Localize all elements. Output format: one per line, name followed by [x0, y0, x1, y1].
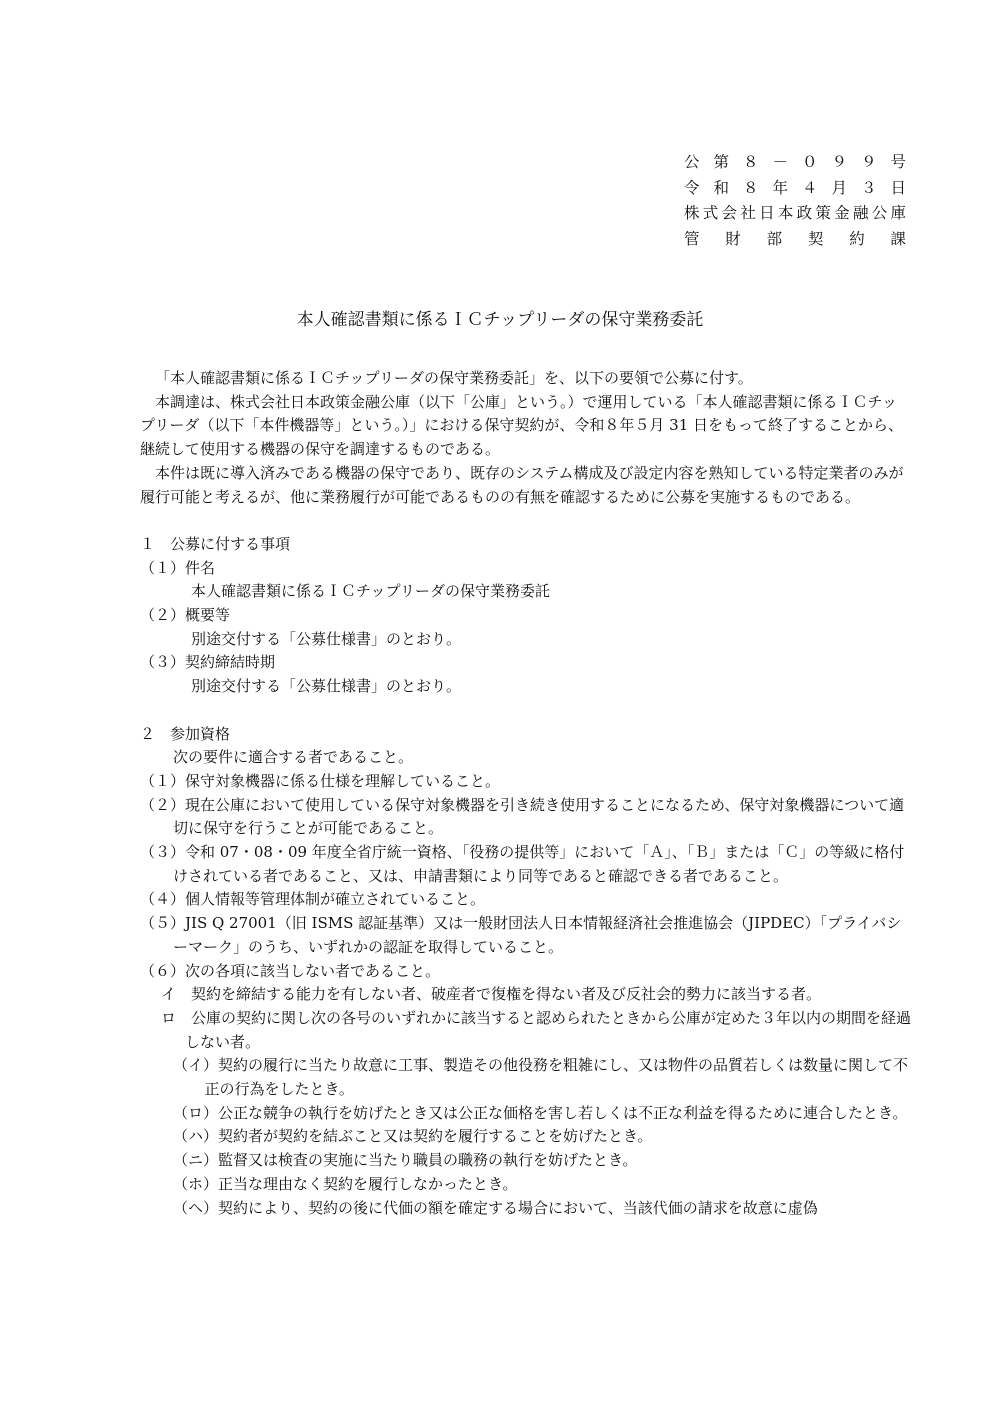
document-header	[684, 150, 906, 252]
clause-item: （ヘ）契約により、契約の後に代価の額を確定する場合において、当該代価の請求を故意に虚偽	[173, 1198, 818, 1217]
requirement-item: （６）次の各項に該当しない者であること。	[140, 961, 441, 980]
intro-paragraph: 「本人確認書類に係るＩＣチップリーダの保守業務委託」を、以下の要領で公募に付す。	[155, 369, 753, 387]
intro-paragraph: 本件は既に導入済みである機器の保守であり、既存のシステム構成及び設定内容を熟知している特定業者のみが履行可能と考えるが、他に業務履行が可能であるものの有無を確認するために公募を実施するものである。	[140, 463, 904, 506]
requirement-item: （５）JIS Q 27001（旧 ISMS 認証基準）又は一般財団法人日本情報経済社会推進協会（JIPDEC）「プライバシーマーク」のうち、いずれかの認証を取得していること。	[140, 914, 902, 956]
section-heading: ２ 参加資格	[140, 724, 231, 743]
item-label: （２）概要等	[140, 606, 231, 625]
doc-date: 令和８年４月３日	[684, 178, 906, 197]
clause-item: （ニ）監督又は検査の実施に当たり職員の職務の執行を妨げたとき。	[173, 1151, 638, 1170]
issuer-name: 株式会社日本政策金融公庫	[684, 204, 906, 222]
intro-paragraph: 本調達は、株式会社日本政策金融公庫（以下「公庫」という。）で運用している「本人確認書類に係るＩＣチップリーダ（以下「本件機器等」という。）」における保守契約が、令和８年５月 31 日をもって終了することから、継続して使用する機器の保守を調達するものである。	[140, 392, 904, 459]
item-label: （３）契約締結時期	[140, 653, 276, 672]
doc-number: 公第８－０９９号	[684, 153, 906, 171]
document-body	[140, 367, 912, 1220]
clause-item: （ホ）正当な理由なく契約を履行しなかったとき。	[173, 1174, 518, 1193]
requirement-item: （３）令和 07・08・09 年度全省庁統一資格、「役務の提供等」において「Ａ」、「Ｂ」または「Ｃ」の等級に格付けされている者であること、又は、申請書類により同等であると確認できる者であること。	[140, 843, 905, 885]
item-body: 別途交付する「公募仕様書」のとおり。	[191, 677, 462, 696]
item-body: 本人確認書類に係るＩＣチップリーダの保守業務委託	[191, 582, 550, 601]
section-intro: 次の要件に適合する者であること。	[173, 748, 414, 767]
requirement-item: （１）保守対象機器に係る仕様を理解していること。	[140, 771, 501, 790]
clause-item: （ロ）公正な競争の執行を妨げたとき又は公正な価格を害し若しくは不正な利益を得るために連合したとき。	[173, 1103, 908, 1122]
clause-item: （イ）契約の履行に当たり故意に工事、製造その他役務を粗雑にし、又は物件の品質若しくは数量に関して不正の行為をしたとき。	[173, 1056, 909, 1099]
item-body: 別途交付する「公募仕様書」のとおり。	[191, 629, 462, 648]
item-label: （１）件名	[140, 558, 216, 577]
requirement-item: （４）個人情報等管理体制が確立されていること。	[140, 890, 486, 909]
requirement-item: （２）現在公庫において使用している保守対象機器を引き続き使用することになるため、保守対象機器について適切に保守を行うことが可能であること。	[140, 795, 905, 838]
sub-requirement: ロ 公庫の契約に関し次の各号のいずれかに該当すると認められたときから公庫が定めた３年以内の期間を経過しない者。	[161, 1008, 912, 1051]
department-name: 管財部契約課	[684, 229, 906, 248]
section-heading: １ 公募に付する事項	[140, 534, 291, 553]
clause-item: （ハ）契約者が契約を結ぶこと又は契約を履行することを妨げたとき。	[173, 1127, 653, 1146]
document-title: 本人確認書類に係るＩＣチップリーダの保守業務委託	[296, 310, 704, 330]
sub-requirement: イ 契約を締結する能力を有しない者、破産者で復権を得ない者及び反社会的勢力に該当する者。	[161, 985, 822, 1004]
